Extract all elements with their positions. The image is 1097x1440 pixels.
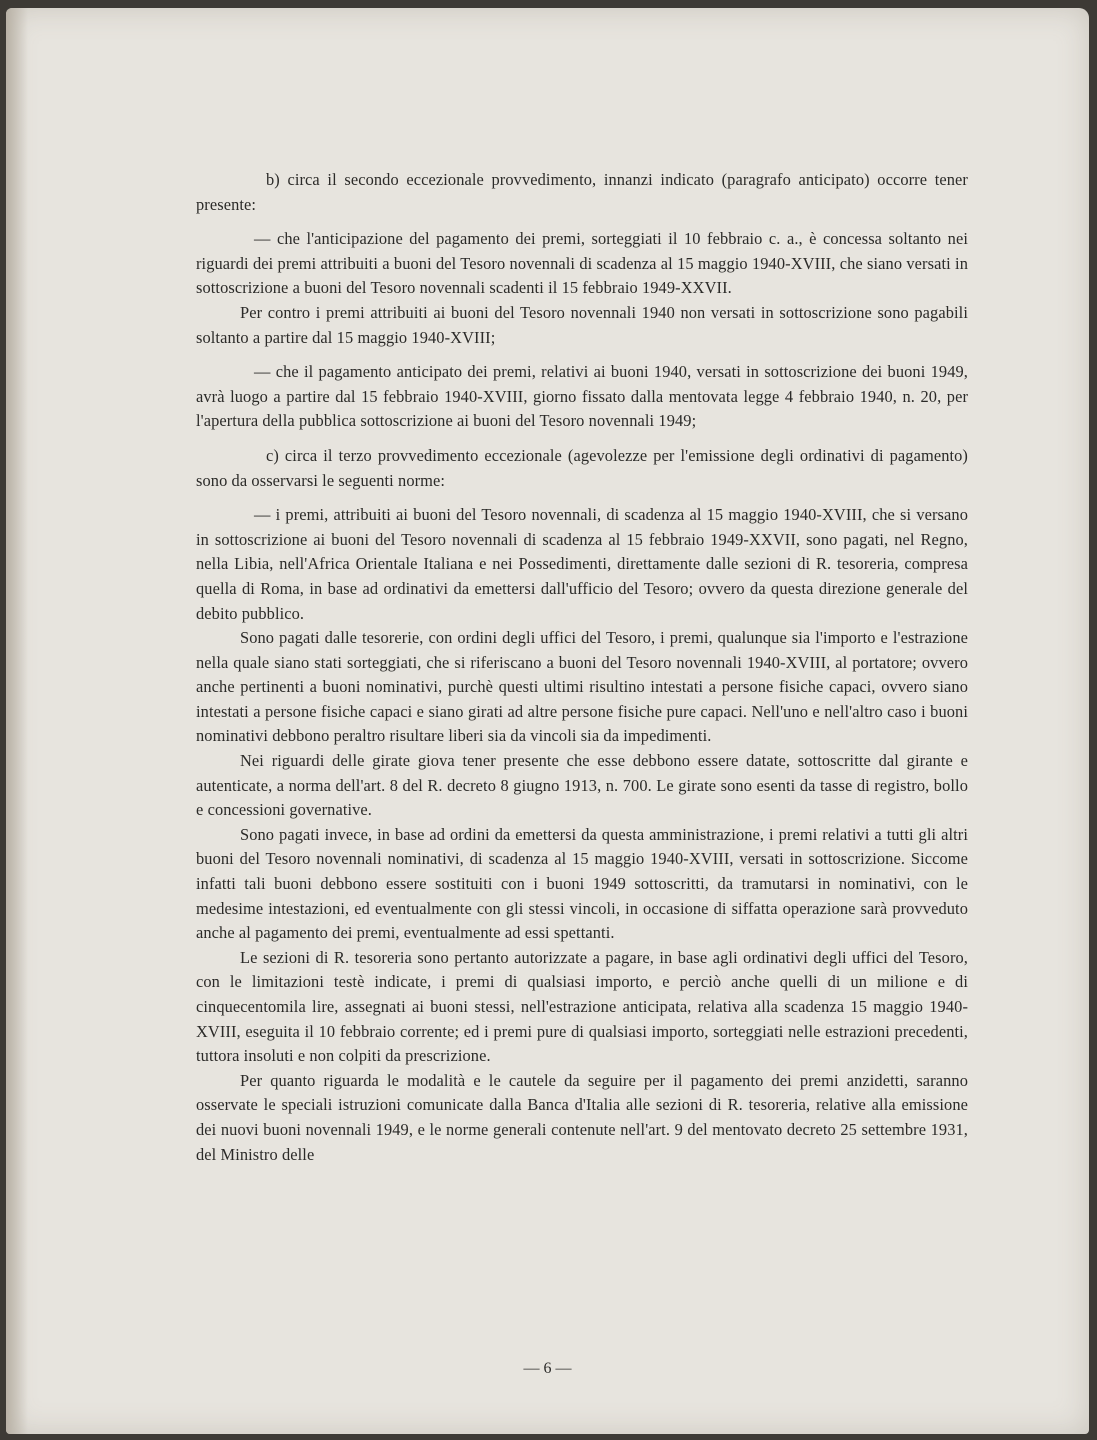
paragraph-sono-pagati: Sono pagati dalle tesorerie, con ordini degli uffici del Tesoro, i premi, qualunque sia l'importo e l'estrazione nella quale siano stati sorteggiati, che si riferiscano a buoni del Tesoro novennali 1940-XVIII, al portatore; ovvero anche pertinenti a buoni nominativi, purchè questi ultimi risultino intestati a persone fisiche capaci, ovvero siano intestati a persone fisiche capaci e siano girati ad altre persone fisiche pure capaci. Nell'uno e nell'altro caso i buoni nominativi debbono peraltro risultare liberi sia da vincoli sia da impedimenti.: [196, 628, 968, 746]
paragraph-girate: Nei riguardi delle girate giova tener presente che esse debbono essere datate, sottoscritte dal girante e autenticate, a norma dell'art. 8 del R. decreto 8 giugno 1913, n. 700. Le girate sono esenti da tasse di registro, bollo e concessioni governative.: [196, 751, 968, 820]
paragraph-b-contra: Per contro i premi attribuiti ai buoni del Tesoro novennali 1940 non versati in sottoscrizione sono pagabili soltanto a partire dal 15 maggio 1940-XVIII;: [196, 302, 968, 347]
paragraph-c: c) circa il terzo provvedimento eccezionale (agevolezze per l'emissione degli ordinativi di pagamento) sono da osservarsi le seguenti norme:: [196, 445, 968, 490]
paragraph-b-point-1: — che l'anticipazione del pagamento dei premi, sorteggiati il 10 febbraio c. a., è concessa soltanto nei riguardi dei premi attribuiti a buoni del Tesoro novennali di scadenza al 15 maggio 1940-XVIII, che siano versati in sottoscrizione a buoni del Tesoro novennali scadenti il 15 febbraio 1949-XXVII.: [196, 229, 968, 298]
paragraph-b-point-2: — che il pagamento anticipato dei premi, relativi ai buoni 1940, versati in sottoscrizione dei buoni 1949, avrà luogo a partire dal 15 febbraio 1940-XVIII, giorno fissato dalla mentovata legge 4 febbraio 1940, n. 20, per l'apertura della pubblica sottoscrizione ai buoni del Tesoro novennali 1949;: [196, 362, 968, 431]
paragraph-pagati-invece: Sono pagati invece, in base ad ordini da emettersi da questa amministrazione, i premi relativi a tutti gli altri buoni del Tesoro novennali nominativi, di scadenza al 15 maggio 1940-XVIII, versati in sottoscrizione. Siccome infatti tali buoni debbono essere sostituiti con i buoni 1949 sottoscritti, da tramutarsi in nominativi, con le medesime intestazioni, ed eventualmente con gli stessi vincoli, in occasione di siffatta operazione sarà provveduto anche al pagamento dei premi, eventualmente ad essi spettanti.: [196, 824, 968, 943]
paragraph-modalita: Per quanto riguarda le modalità e le cautele da seguire per il pagamento dei premi anzidetti, saranno osservate le speciali istruzioni comunicate dalla Banca d'Italia alle sezioni di R. tesoreria, relative alla emissione dei nuovi buoni novennali 1949, e le norme generali contenute nell'art. 9 del mentovato decreto 25 settembre 1931, del Ministro delle: [196, 1070, 968, 1164]
paragraph-sezioni-tesoreria: Le sezioni di R. tesoreria sono pertanto autorizzate a pagare, in base agli ordinativi degli uffici del Tesoro, con le limitazioni testè indicate, i premi di qualsiasi importo, e perciò anche quelli di un milione e di cinquecentomila lire, assegnati ai buoni stessi, nell'estrazione anticipata, relativa alla scadenza 15 maggio 1940-XVIII, eseguita il 10 febbraio corrente; ed i premi pure di qualsiasi importo, sorteggiati nelle estrazioni precedenti, tuttora insoluti e non colpiti da prescrizione.: [196, 947, 968, 1066]
paragraph-b: b) circa il secondo eccezionale provvedimento, innanzi indicato (paragrafo anticipato) occorre tener presente:: [196, 170, 968, 214]
page-number: — 6 —: [523, 1360, 572, 1377]
paragraph-c-point-1: — i premi, attribuiti ai buoni del Tesoro novennali, di scadenza al 15 maggio 1940-XVIII, che si versano in sottoscrizione ai buoni del Tesoro novennali di scadenza al 15 febbraio 1949-XXVII, sono pagati, nel Regno, nella Libia, nell'Africa Orientale Italiana e nei Possedimenti, direttamente dalle sezioni di R. tesoreria, compresa quella di Roma, in base ad ordinativi da emettersi dall'ufficio del Tesoro; ovvero da questa direzione generale del debito pubblico.: [196, 505, 968, 623]
document-body: [196, 168, 968, 1167]
document-page: [6, 8, 1089, 1434]
